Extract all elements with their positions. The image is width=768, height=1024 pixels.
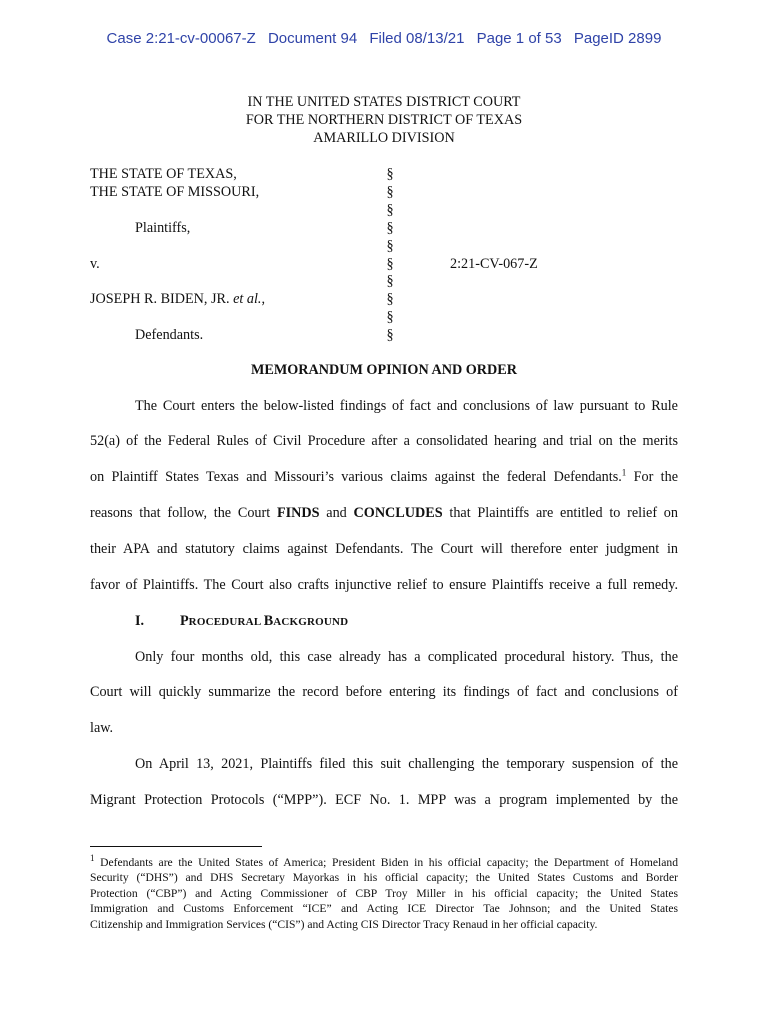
footnote-marker: 1 (90, 853, 95, 864)
case-number: 2:21-CV-067-Z (450, 256, 538, 272)
section-symbol: § (386, 309, 394, 325)
section-number: I. (135, 613, 145, 629)
footnote-line2: Security (“DHS”) and DHS Secretary Mayorkas in his official capacity; the United States Customs and Border (90, 871, 678, 884)
para1-line3: on Plaintiff States Texas and Missouri’s various claims against the federal Defendants.$^1$ For the (90, 467, 678, 485)
footnote-line5: Citizenship and Immigration Services (“CIS”) and Acting CIS Director Tracy Renaud in her official capacity. (90, 918, 598, 931)
para1-line2: 52(a) of the Federal Rules of Civil Procedure after a consolidated hearing and trial on the merits (90, 433, 678, 449)
footnote-ref-1: 1 (621, 467, 627, 478)
para1-line1: The Court enters the below-listed findings of fact and conclusions of law pursuant to Rule (135, 398, 678, 414)
para1-line4: reasons that follow, the Court FINDS and CONCLUDES that Plaintiffs are entitled to relief on (90, 505, 678, 521)
footnote-line3: Protection (“CBP”) and Acting Commissioner of CBP Troy Miller in his official capacity; the United States (90, 887, 678, 900)
section-title: PROCEDURAL BACKGROUND (180, 613, 349, 629)
section-symbol: § (386, 166, 394, 182)
para1-line5: their APA and statutory claims against Defendants. The Court will therefore enter judgment in (90, 541, 678, 557)
court-name-line2: FOR THE NORTHERN DISTRICT OF TEXAS (245, 112, 523, 128)
defendant-name: JOSEPH R. BIDEN, JR. et al., (90, 291, 266, 307)
section-symbol: § (386, 291, 394, 307)
para2-line3: law. (90, 720, 114, 736)
document-title: MEMORANDUM OPINION AND ORDER (250, 362, 517, 378)
case-number-header: Case 2:21-cv-00067-Z (106, 30, 256, 47)
section-symbol: § (386, 220, 394, 236)
section-symbol: § (386, 202, 394, 218)
court-division: AMARILLO DIVISION (313, 130, 455, 146)
para3-line1: On April 13, 2021, Plaintiffs filed this suit challenging the temporary suspension of the (135, 756, 678, 772)
court-name-line1: IN THE UNITED STATES DISTRICT COURT (247, 94, 521, 110)
pageid-header: PageID 2899 (573, 30, 662, 47)
filed-date-header: Filed 08/13/21 (369, 30, 465, 47)
para2-line1: Only four months old, this case already has a complicated procedural history. Thus, the (135, 649, 678, 665)
ecf-header (0, 30, 768, 47)
section-symbol: § (386, 273, 394, 289)
section-symbol: § (386, 184, 394, 200)
plaintiffs-label: Plaintiffs, (135, 220, 191, 236)
section-symbol: § (386, 238, 394, 254)
footnote-divider (90, 846, 262, 847)
plaintiff-texas: THE STATE OF TEXAS, (90, 166, 237, 182)
para3-line2: Migrant Protection Protocols (“MPP”). ECF No. 1. MPP was a program implemented by the (90, 792, 678, 808)
para1-line6: favor of Plaintiffs. The Court also crafts injunctive relief to ensure Plaintiffs receive a full remedy. (90, 577, 678, 593)
footnote-line1: $^1$ Defendants are the United States of America; President Biden in his official capacity; the Department of Homeland (90, 853, 678, 869)
page-count-header: Page 1 of 53 (476, 30, 562, 47)
document-number-header: Document 94 (267, 30, 358, 47)
section-symbol: § (386, 327, 394, 343)
plaintiff-missouri: THE STATE OF MISSOURI, (90, 184, 260, 200)
para2-line2: Court will quickly summarize the record before entering its findings of fact and conclusions of (90, 684, 678, 700)
versus-label: v. (90, 256, 100, 272)
section-symbol: § (386, 256, 394, 272)
defendants-label: Defendants. (135, 327, 204, 343)
footnote-line4: Immigration and Customs Enforcement “ICE” and Acting ICE Director Tae Johnson; and the United States (90, 902, 678, 915)
